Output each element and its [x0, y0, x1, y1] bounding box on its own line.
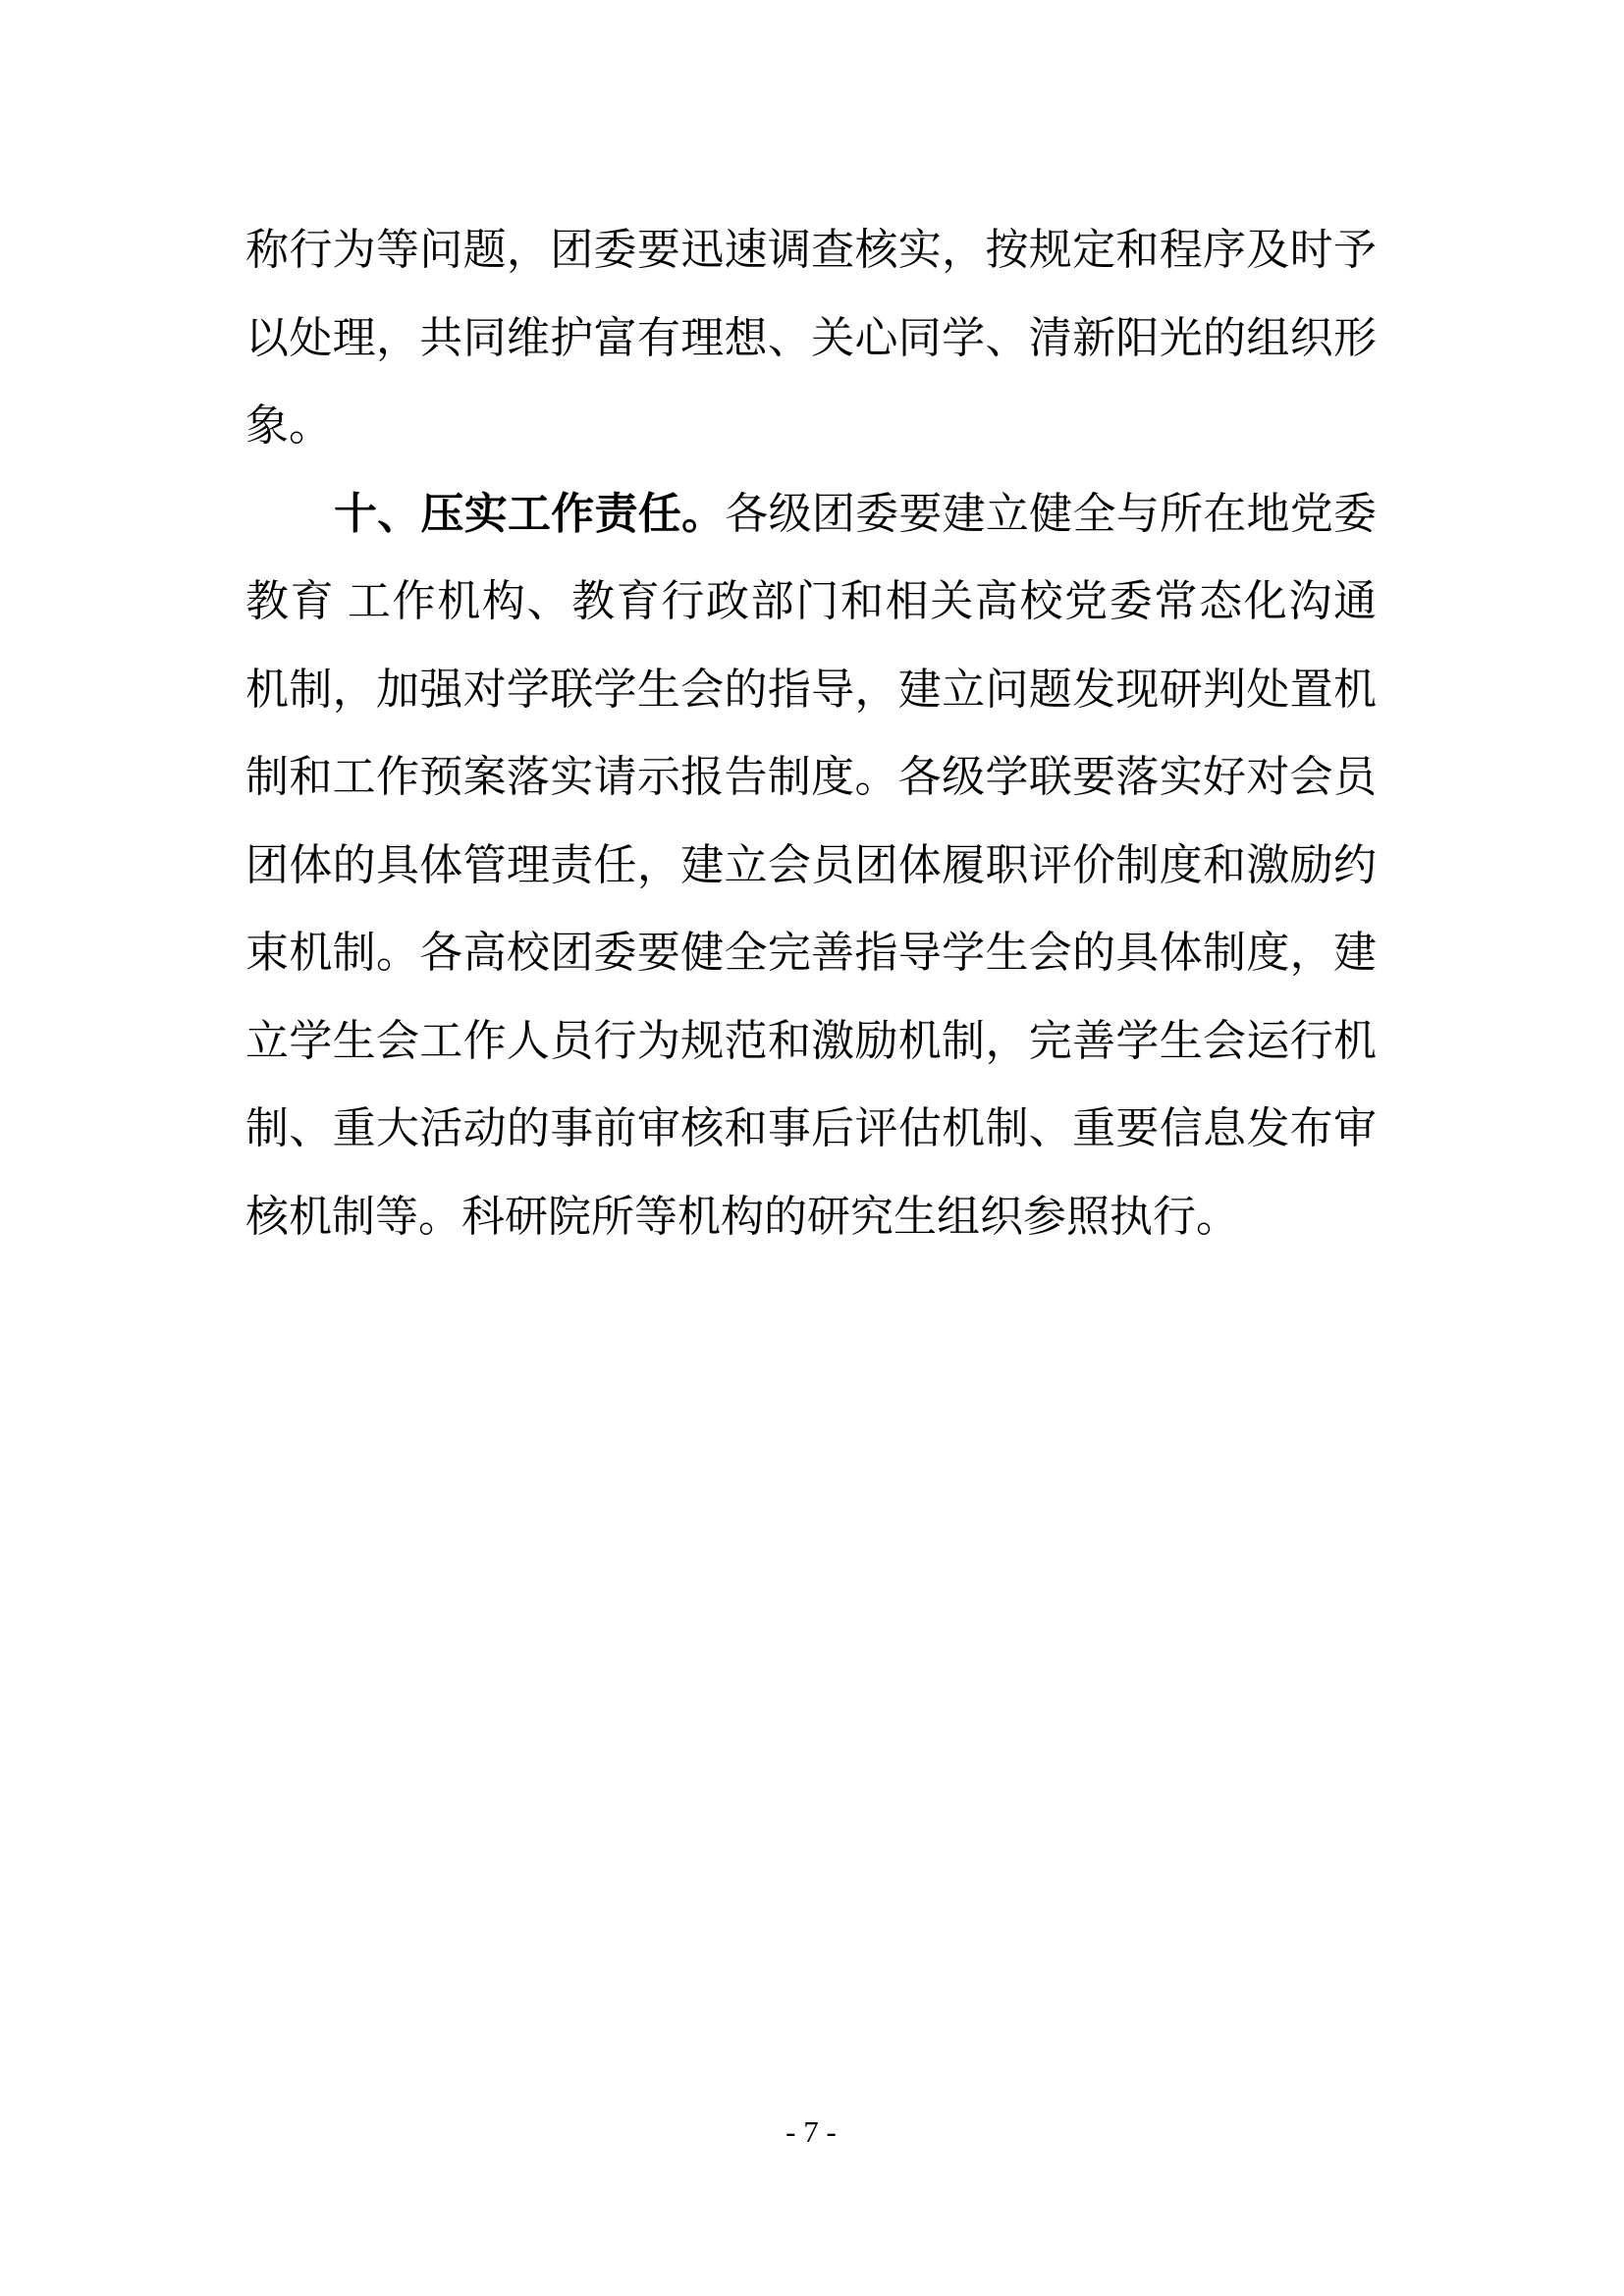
text-line: 教育 工作机构、教育行政部门和相关高校党委常态化沟通	[245, 577, 1377, 625]
text-line: 象。	[245, 401, 332, 450]
text-line: 制、重大活动的事前审核和事后评估机制、重要信息发布审	[245, 1104, 1377, 1152]
text-line: 机制，加强对学联学生会的指导，建立问题发现研判处置机	[245, 665, 1377, 714]
section-heading: 十、压实工作责任。	[334, 489, 726, 538]
text-line: 以处理，共同维护富有理想、关心同学、清新阳光的组织形	[245, 313, 1377, 362]
page-number: - 7 -	[785, 2114, 837, 2149]
text-line-section-start	[245, 470, 1377, 559]
text-line: 团体的具体管理责任，建立会员团体履职评价制度和激励约	[245, 840, 1377, 889]
document-body	[245, 206, 1377, 1260]
text-line: 核机制等。科研院所等机构的研究生组织参照执行。	[245, 1192, 1239, 1241]
text-line: 称行为等问题，团委要迅速调查核实，按规定和程序及时予	[245, 226, 1377, 274]
text-line: 立学生会工作人员行为规范和激励机制，完善学生会运行机	[245, 1016, 1377, 1065]
section-text: 各级团委要建立健全与所在地党委	[725, 489, 1377, 538]
text-line: 束机制。各高校团委要健全完善指导学生会的具体制度，建	[245, 929, 1377, 977]
text-line: 制和工作预案落实请示报告制度。各级学联要落实好对会员	[245, 753, 1377, 801]
